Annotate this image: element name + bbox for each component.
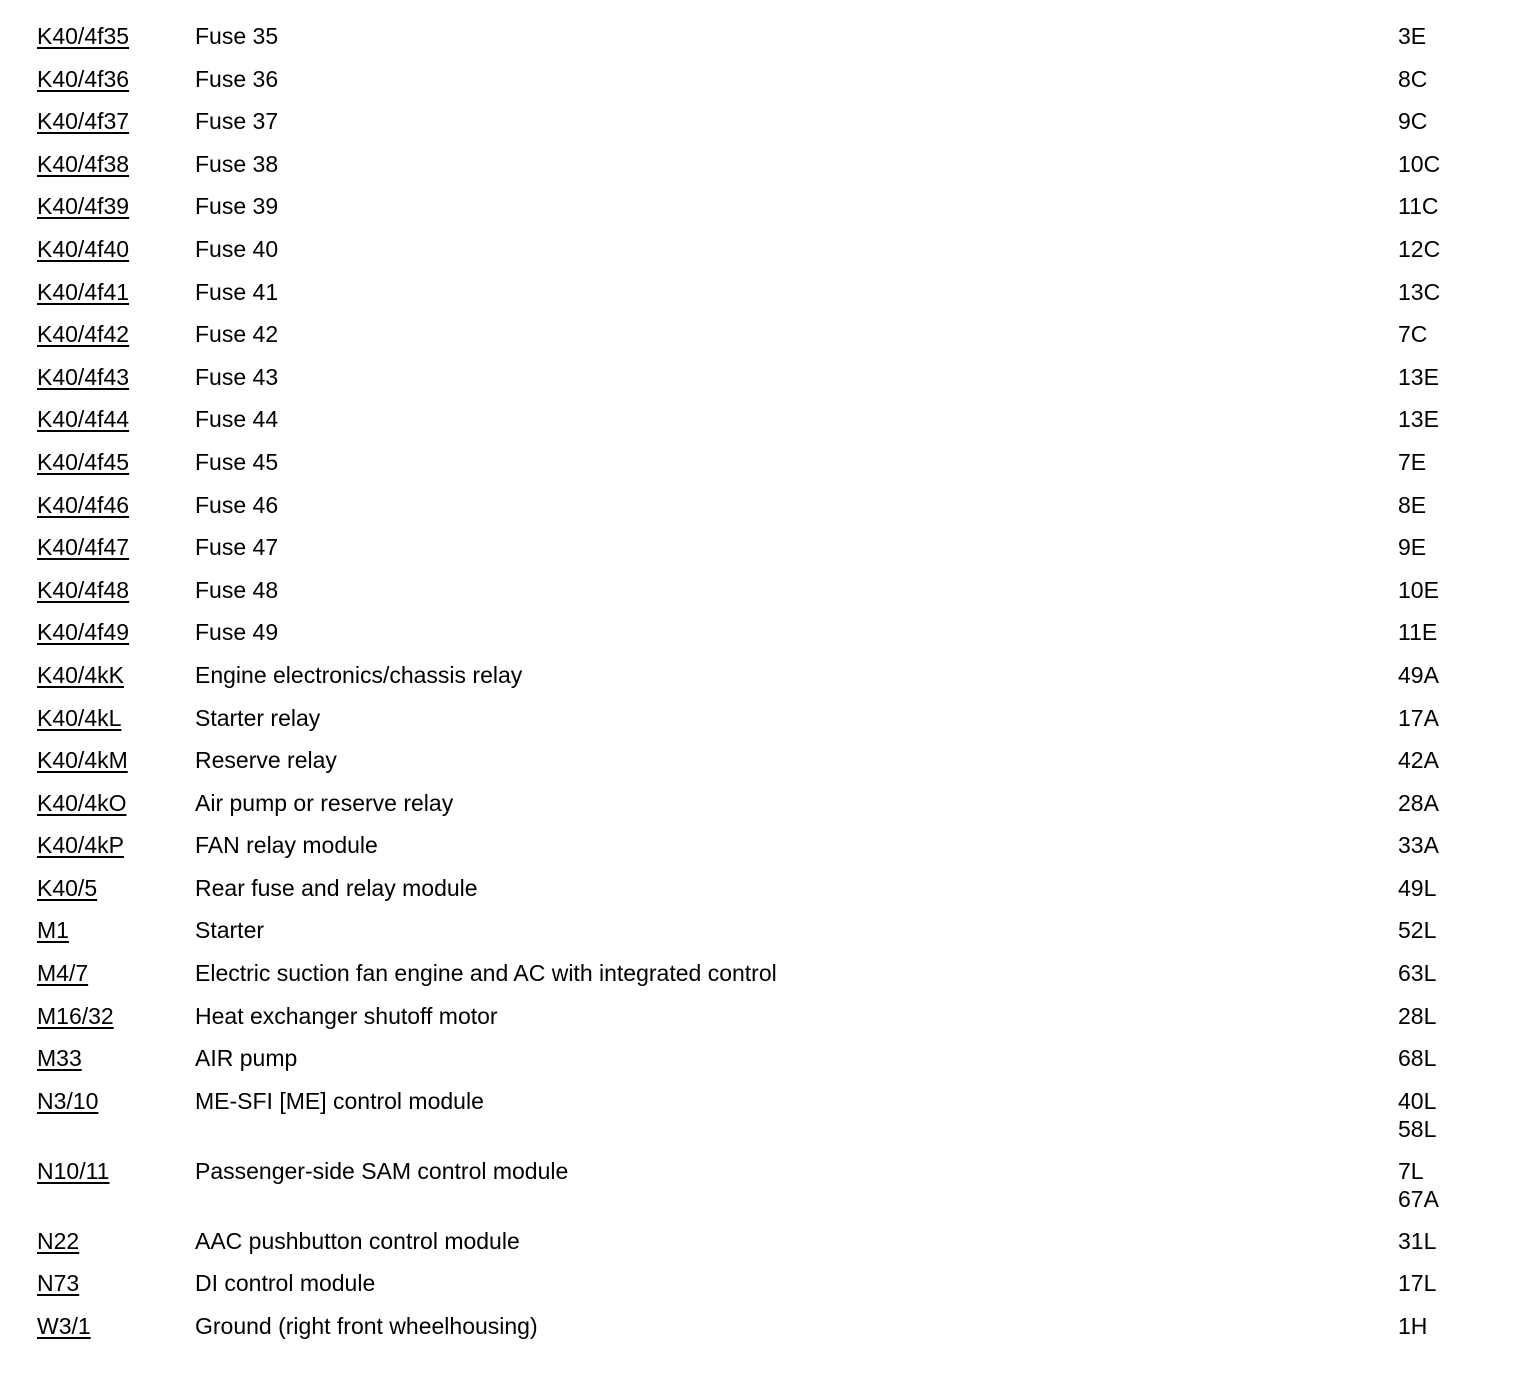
grid-location [1398, 1312, 1427, 1340]
legend-row [0, 1227, 1536, 1270]
grid-location-value: 3E [1398, 23, 1427, 49]
legend-row [0, 576, 1536, 619]
grid-location-value: 11C [1398, 193, 1439, 220]
component-description: Electric suction fan engine and AC with integrated control [195, 960, 777, 987]
legend-row [0, 363, 1536, 406]
grid-location-value: 52L [1398, 917, 1437, 944]
legend-row [0, 320, 1536, 363]
grid-location [1398, 235, 1440, 263]
component-description: Fuse 40 [195, 235, 279, 262]
component-description: Fuse 49 [195, 619, 279, 646]
component-code-link[interactable]: N3/10 [37, 1087, 99, 1114]
component-description: Starter [195, 917, 265, 944]
legend-row [0, 661, 1536, 704]
grid-location-value: 7C [1398, 321, 1428, 348]
grid-location [1398, 1002, 1436, 1030]
component-code-link[interactable]: K40/4f47 [37, 534, 130, 561]
component-description: Reserve relay [195, 747, 337, 774]
legend-row [0, 789, 1536, 832]
grid-location-value: 68L [1398, 1045, 1437, 1072]
component-description: Fuse 45 [195, 448, 279, 475]
component-legend [0, 22, 1536, 1355]
component-code-link[interactable]: K40/4f35 [37, 23, 130, 49]
component-code-link[interactable]: K40/4f36 [37, 65, 130, 92]
component-description: Engine electronics/chassis relay [195, 661, 523, 688]
component-code-link[interactable]: K40/4kK [37, 661, 124, 688]
legend-row [0, 1312, 1536, 1355]
grid-location-value: 9E [1398, 534, 1427, 561]
legend-row [0, 874, 1536, 917]
legend-row [0, 704, 1536, 747]
grid-location-value: 8C [1398, 65, 1428, 92]
component-code-link[interactable]: K40/4f49 [37, 619, 130, 646]
grid-location [1398, 916, 1436, 944]
component-description: Fuse 36 [195, 65, 279, 92]
component-description: Fuse 46 [195, 491, 279, 518]
component-code-link[interactable]: K40/4f44 [37, 406, 130, 433]
grid-location-value: 67A [1398, 1185, 1439, 1212]
component-description: Rear fuse and relay module [195, 874, 478, 901]
legend-row [0, 150, 1536, 193]
grid-location-value: 42A [1398, 747, 1439, 774]
component-description: AIR pump [195, 1045, 298, 1072]
component-description: Fuse 43 [195, 363, 279, 390]
grid-location [1398, 746, 1439, 774]
component-code-link[interactable]: M1 [37, 917, 69, 944]
legend-row [0, 1044, 1536, 1087]
grid-location [1398, 789, 1439, 817]
legend-row [0, 405, 1536, 448]
component-code-link[interactable]: K40/4kO [37, 789, 127, 816]
component-code-link[interactable]: K40/4f37 [37, 108, 130, 135]
component-code-link[interactable]: K40/4f48 [37, 576, 130, 603]
grid-location [1398, 278, 1440, 306]
grid-location-value: 49A [1398, 661, 1439, 688]
grid-location-value: 40L [1398, 1087, 1437, 1114]
legend-row [0, 491, 1536, 534]
component-description: Fuse 48 [195, 576, 279, 603]
legend-row [0, 448, 1536, 491]
legend-row [0, 1269, 1536, 1312]
legend-row [0, 65, 1536, 108]
legend-row [0, 746, 1536, 789]
grid-location-value: 8E [1398, 491, 1427, 518]
grid-location [1398, 1157, 1439, 1213]
grid-location [1398, 831, 1439, 859]
grid-location-value: 10C [1398, 150, 1441, 177]
grid-location [1398, 959, 1436, 987]
legend-row [0, 533, 1536, 576]
grid-location-value: 28A [1398, 789, 1439, 816]
grid-location-value: 7L [1398, 1157, 1424, 1184]
grid-location-value: 33A [1398, 832, 1439, 859]
component-description: Heat exchanger shutoff motor [195, 1002, 498, 1029]
component-code-link[interactable]: K40/4f42 [37, 321, 130, 348]
legend-row [0, 1157, 1536, 1227]
grid-location [1398, 704, 1439, 732]
component-code-link[interactable]: M4/7 [37, 960, 89, 987]
grid-location-value: 7E [1398, 448, 1427, 475]
component-code-link[interactable]: N73 [37, 1270, 80, 1297]
legend-row [0, 278, 1536, 321]
grid-location-value: 13C [1398, 278, 1441, 305]
grid-location [1398, 533, 1426, 561]
component-code-link[interactable]: K40/4kP [37, 832, 124, 859]
component-code-link[interactable]: K40/4f40 [37, 235, 130, 262]
grid-location [1398, 448, 1426, 476]
component-description: Passenger-side SAM control module [195, 1157, 569, 1184]
grid-location [1398, 363, 1439, 391]
grid-location-value: 13E [1398, 406, 1439, 433]
legend-row [0, 1002, 1536, 1045]
legend-row [0, 916, 1536, 959]
component-code-link[interactable]: W3/1 [37, 1313, 91, 1340]
component-description: Ground (right front wheelhousing) [195, 1313, 538, 1340]
component-description: Air pump or reserve relay [195, 789, 454, 816]
component-description: Fuse 38 [195, 150, 279, 177]
grid-location [1398, 874, 1436, 902]
grid-location [1398, 320, 1427, 348]
grid-location [1398, 65, 1427, 93]
grid-location [1398, 150, 1440, 178]
component-description: Fuse 47 [195, 534, 279, 561]
grid-location [1398, 618, 1437, 646]
component-code-link[interactable]: K40/4kL [37, 704, 122, 731]
grid-location-value: 49L [1398, 874, 1437, 901]
grid-location [1398, 576, 1439, 604]
grid-location [1398, 405, 1439, 433]
component-code-link[interactable]: K40/4f46 [37, 491, 130, 518]
grid-location [1398, 491, 1426, 519]
grid-location-value: 9C [1398, 108, 1428, 135]
component-code-link[interactable]: N10/11 [37, 1157, 110, 1184]
grid-location-value: 12C [1398, 235, 1441, 262]
grid-location-value: 28L [1398, 1002, 1437, 1029]
component-description: ME-SFI [ME] control module [195, 1087, 484, 1114]
component-description: Fuse 37 [195, 108, 279, 135]
component-code-link[interactable]: K40/4f39 [37, 193, 130, 220]
grid-location-value: 31L [1398, 1227, 1437, 1254]
component-description: Fuse 44 [195, 406, 279, 433]
grid-location-value: 11E [1398, 619, 1438, 646]
grid-location [1398, 661, 1439, 689]
component-description: Fuse 39 [195, 193, 279, 220]
grid-location-value: 63L [1398, 960, 1437, 987]
component-description: Fuse 42 [195, 321, 279, 348]
component-description: Starter relay [195, 704, 321, 731]
component-description: DI control module [195, 1270, 376, 1297]
grid-location [1398, 1269, 1436, 1297]
component-description: FAN relay module [195, 832, 378, 859]
legend-row [0, 235, 1536, 278]
grid-location [1398, 22, 1426, 50]
component-code-link[interactable]: N22 [37, 1227, 80, 1254]
component-description: Fuse 41 [195, 278, 279, 305]
legend-row [0, 959, 1536, 1002]
grid-location-value: 58L [1398, 1115, 1437, 1142]
component-code-link[interactable]: K40/4kM [37, 747, 128, 774]
grid-location [1398, 192, 1439, 220]
component-code-link[interactable]: K40/5 [37, 874, 98, 901]
legend-row [0, 22, 1536, 65]
component-code-link[interactable]: K40/4f45 [37, 448, 130, 475]
grid-location [1398, 1087, 1436, 1143]
grid-location-value: 1H [1398, 1313, 1428, 1340]
grid-location-value: 17A [1398, 704, 1439, 731]
legend-row [0, 192, 1536, 235]
grid-location [1398, 1227, 1436, 1255]
grid-location [1398, 1044, 1436, 1072]
legend-row [0, 107, 1536, 150]
grid-location-value: 10E [1398, 576, 1439, 603]
grid-location [1398, 107, 1427, 135]
component-code-link[interactable]: K40/4f41 [37, 278, 130, 305]
legend-row [0, 618, 1536, 661]
component-code-link[interactable]: K40/4f43 [37, 363, 130, 390]
grid-location-value: 17L [1398, 1270, 1437, 1297]
component-code-link[interactable]: M16/32 [37, 1002, 114, 1029]
component-code-link[interactable]: M33 [37, 1045, 82, 1072]
grid-location-value: 13E [1398, 363, 1439, 390]
component-description: AAC pushbutton control module [195, 1227, 520, 1254]
component-description: Fuse 35 [195, 23, 279, 49]
component-code-link[interactable]: K40/4f38 [37, 150, 130, 177]
legend-row [0, 1087, 1536, 1157]
legend-row [0, 831, 1536, 874]
